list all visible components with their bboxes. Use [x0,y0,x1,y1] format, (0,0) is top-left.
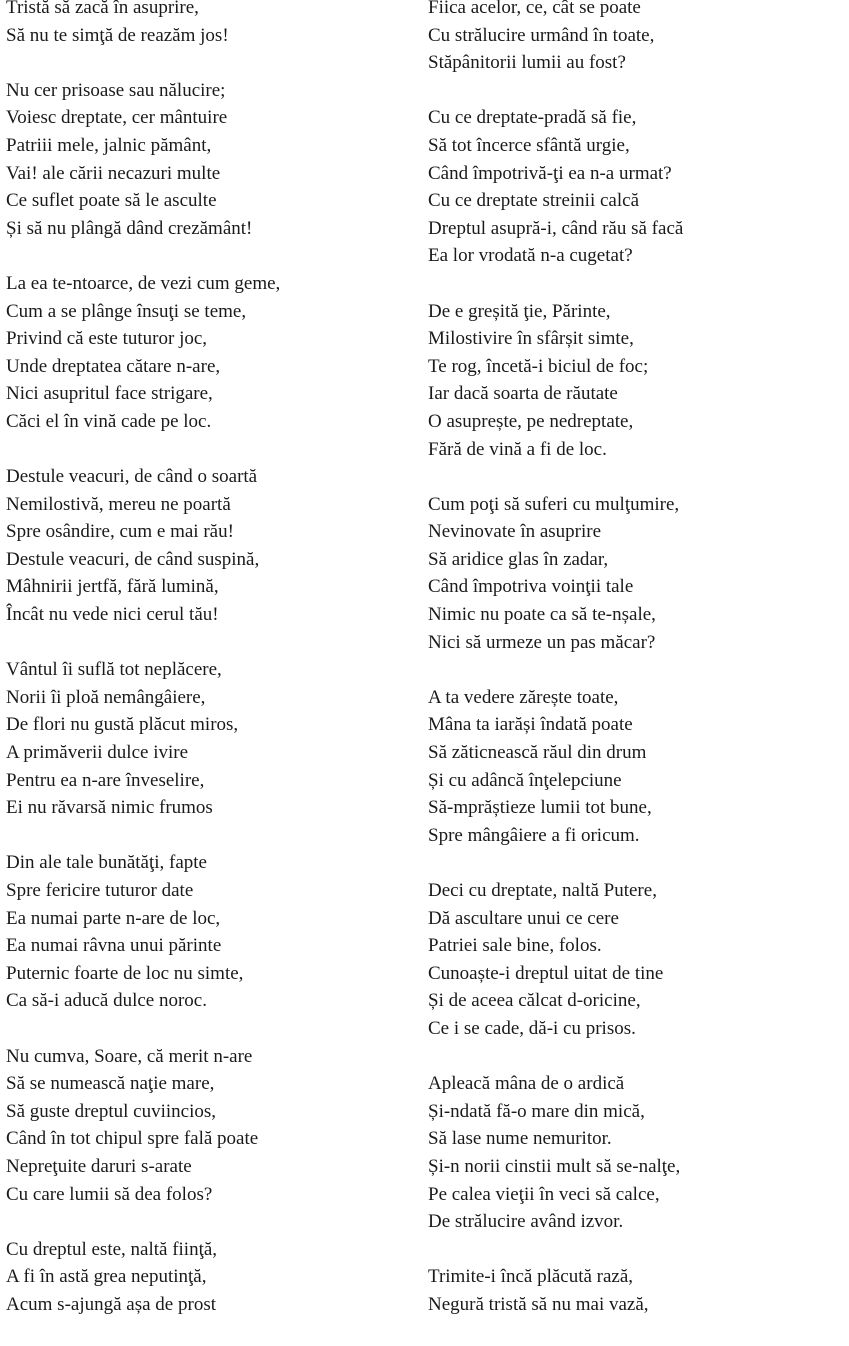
poem-line: Spre fericire tuturor date [6,880,194,901]
stanza [428,298,838,464]
poem-line: Și cu adâncă înţelepciune [428,769,622,791]
poem-line: Cu dreptul este, naltă fiinţă, [6,1238,218,1260]
stanza [428,1263,838,1318]
poem-line: Cu care lumii să dea folos? [6,1183,213,1205]
poem-line: Să nu te simţă de reazăm jos! [6,24,229,46]
poem-line: Dreptul asupră-i, când rău să facă [428,217,684,239]
poem-line: Deci cu dreptate, naltă Putere, [428,880,657,901]
poem-line: Cu strălucire urmând în toate, [428,24,655,46]
poem-line: Nu cumva, Soare, că merit n-are [6,1045,253,1067]
poem-line: La ea te-ntoarce, de vezi cum geme, [6,272,281,294]
stanza [428,1070,838,1236]
stanza [6,270,416,436]
stanza [428,491,838,657]
poem-line: Și de aceea călcat d-oricine, [428,990,641,1012]
poem-line: Mâhnirii jertfă, fără lumină, [6,576,219,598]
poem-line: Să lase nume nemuritor. [428,1128,612,1150]
poem-line: Ei nu răvarsă nimic frumos [6,797,213,819]
poem-line: O asuprește, pe nedreptate, [428,410,634,432]
poem-line: Privind că este tuturor joc, [6,328,208,350]
poem-line: Pentru ea n-are înveselire, [6,769,205,791]
poem-line: Să-mprăștieze lumii tot bune, [428,797,652,819]
poem-line: Și să nu plângă dând crezământ! [6,217,253,239]
poem-line: Mâna ta iarăși îndată poate [428,714,633,736]
poem-line: Din ale tale bunătăţi, fapte [6,852,207,874]
poem-line: Puternic foarte de loc nu simte, [6,962,244,984]
poem-column-left [6,0,416,1346]
poem-line: Negură tristă să nu mai vază, [428,1293,649,1315]
poem-line: Vai! ale cării necazuri multe [6,162,221,184]
poem-line: Nepreţuite daruri s-arate [6,1155,192,1177]
stanza [6,0,416,49]
poem-line: Milostivire în sfârșit simte, [428,328,634,350]
poem-line: Spre osândire, cum e mai rău! [6,521,234,543]
poem-line: Cum poţi să suferi cu mulţumire, [428,493,680,515]
stanza [6,1043,416,1209]
poem-line: Să se numească naţie mare, [6,1073,215,1095]
poem-line: Norii îi ploă nemângâiere, [6,686,206,708]
poem-line: Încât nu vede nici cerul tău! [6,604,219,626]
poem-column-right [428,0,838,1346]
poem-line: Să tot încerce sfântă urgie, [428,134,630,156]
poem-line: Când împotrivă-ţi ea n-a urmat? [428,162,672,184]
poem-line: Patriii mele, jalnic pământ, [6,134,212,156]
poem-line: Nici să urmeze un pas măcar? [428,631,656,653]
poem-line: A ta vedere zărește toate, [428,686,619,708]
poem-line: De strălucire având izvor. [428,1211,624,1233]
poem-line: Să aridice glas în zadar, [428,548,609,570]
poem-line: Ea numai râvna unui părinte [6,935,222,957]
poem-line: Ce i se cade, dă-i cu prisos. [428,1017,636,1039]
poem-line: Pe calea vieţii în veci să calce, [428,1183,660,1205]
stanza [428,0,838,77]
poem-line: Și-ndată fă-o mare din mică, [428,1100,645,1122]
poem-line: Te rog, încetă-i biciul de foc; [428,355,649,377]
poem-line: Fiica acelor, ce, cât se poate [428,0,641,18]
poem-line: A primăverii dulce ivire [6,742,189,764]
poem-line: Voiesc dreptate, cer mântuire [6,107,228,129]
poem-line: Nici asupritul face strigare, [6,383,213,405]
poem-line: Cu ce dreptate streinii calcă [428,190,640,212]
stanza [428,104,838,270]
poem-line: A fi în astă grea neputinţă, [6,1266,207,1288]
poem-line: Ea lor vrodată n-a cugetat? [428,245,633,267]
poem-line: Cu ce dreptate-pradă să fie, [428,107,637,129]
poem-line: Apleacă mâna de o ardică [428,1073,625,1095]
poem-line: Unde dreptatea cătare n-are, [6,355,221,377]
poem-line: Când în tot chipul spre fală poate [6,1128,259,1150]
stanza [6,77,416,243]
stanza [6,849,416,1015]
poem-line: Fără de vină a fi de loc. [428,438,607,460]
poem-line: Dă ascultare unui ce cere [428,907,619,929]
poem-line: Trimite-i încă plăcută rază, [428,1266,634,1288]
stanza [428,877,838,1043]
poem-line: Patriei sale bine, folos. [428,935,602,957]
poem-line: Stăpânitorii lumii au fost? [428,52,626,74]
poem-line: De e greșită ţie, Părinte, [428,300,611,322]
poem-line: Nemilostivă, mereu ne poartă [6,493,231,515]
poem-line: Și-n norii cinstii mult să se-nalţe, [428,1155,681,1177]
poem-line: Când împotriva voinţii tale [428,576,634,598]
poem-line: De flori nu gustă plăcut miros, [6,714,239,736]
stanza [6,463,416,629]
stanza [6,1236,416,1319]
poem-line: Cunoaște-i dreptul uitat de tine [428,962,664,984]
stanza [428,684,838,850]
poem-line: Ca să-i aducă dulce noroc. [6,990,207,1012]
poem-line: Tristă să zacă în asuprire, [6,0,199,18]
poem-line: Ce suflet poate să le asculte [6,190,217,212]
poem-line: Destule veacuri, de când o soartă [6,466,258,488]
poem-line: Să zăticnească răul din drum [428,742,647,764]
poem-line: Să guste dreptul cuviincios, [6,1100,217,1122]
poem-line: Iar dacă soarta de răutate [428,383,618,405]
poem-line: Acum s-ajungă așa de prost [6,1293,216,1315]
poem-line: Destule veacuri, de când suspină, [6,548,260,570]
poem-line: Ea numai parte n-are de loc, [6,907,221,929]
poem-line: Cum a se plânge însuţi se teme, [6,300,247,322]
poem-line: Vântul îi suflă tot neplăcere, [6,659,222,681]
poem-line: Nevinovate în asuprire [428,521,602,543]
poem-line: Spre mângâiere a fi oricum. [428,824,640,846]
stanza [6,656,416,822]
poem-line: Nimic nu poate ca să te-nșale, [428,604,656,626]
poem-line: Căci el în vină cade pe loc. [6,410,212,432]
poem-line: Nu cer prisoase sau nălucire; [6,79,226,101]
